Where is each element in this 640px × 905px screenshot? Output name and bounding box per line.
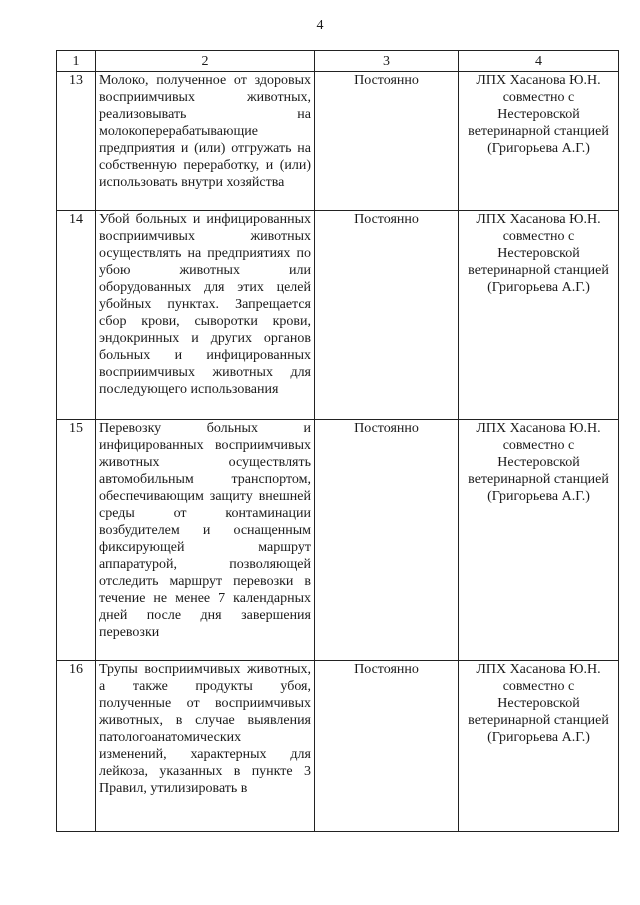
column-header-number: 1 (57, 51, 96, 72)
row-responsible: ЛПХ Хасанова Ю.Н. совместно с Нестеровской ветеринарной станцией (Григорьева А.Г.) (459, 211, 619, 420)
row-period: Постоянно (315, 420, 459, 661)
table-row (57, 661, 619, 832)
row-period: Постоянно (315, 661, 459, 832)
row-measure-text: Перевозку больных и инфицированных восприимчивых животных осуществлять автомобильным транспортом, обеспечивающим защиту внешней среды от контаминации возбудителем и оснащенным фиксирующей маршрут аппаратурой, позволяющей отследить маршрут перевозки в течение не менее 7 календарных дней после дня завершения перевозки (96, 420, 315, 661)
column-header-measure: 2 (96, 51, 315, 72)
row-period: Постоянно (315, 72, 459, 211)
column-header-responsible: 4 (459, 51, 619, 72)
row-measure-text: Убой больных и инфицированных восприимчивых животных осуществлять на предприятиях по убою животных или оборудованных для этих целей убойных пунктах. Запрещается сбор крови, сыворотки крови, эндокринных и других органов больных и инфицированных восприимчивых животных для последующего использования (96, 211, 315, 420)
row-measure-text: Трупы восприимчивых животных, а также продукты убоя, полученные от восприимчивых животных, в случае выявления патологоанатомических изменений, характерных для лейкоза, указанных в пункте 3 Правил, утилизировать в (96, 661, 315, 832)
row-number: 16 (57, 661, 96, 832)
row-number: 14 (57, 211, 96, 420)
row-measure-text: Молоко, полученное от здоровых восприимчивых животных, реализовывать на молокоперерабатывающие предприятия и (или) отгружать на собственную переработку, и (или) использовать внутри хозяйства (96, 72, 315, 211)
measures-table (56, 50, 619, 832)
row-number: 15 (57, 420, 96, 661)
row-responsible: ЛПХ Хасанова Ю.Н. совместно с Нестеровской ветеринарной станцией (Григорьева А.Г.) (459, 420, 619, 661)
row-responsible: ЛПХ Хасанова Ю.Н. совместно с Нестеровской ветеринарной станцией (Григорьева А.Г.) (459, 72, 619, 211)
row-responsible: ЛПХ Хасанова Ю.Н. совместно с Нестеровской ветеринарной станцией (Григорьева А.Г.) (459, 661, 619, 832)
row-number: 13 (57, 72, 96, 211)
table-row (57, 211, 619, 420)
column-header-period: 3 (315, 51, 459, 72)
table-row (57, 72, 619, 211)
table-row (57, 420, 619, 661)
row-period: Постоянно (315, 211, 459, 420)
table-header-row (57, 51, 619, 72)
page-number: 4 (316, 18, 324, 33)
